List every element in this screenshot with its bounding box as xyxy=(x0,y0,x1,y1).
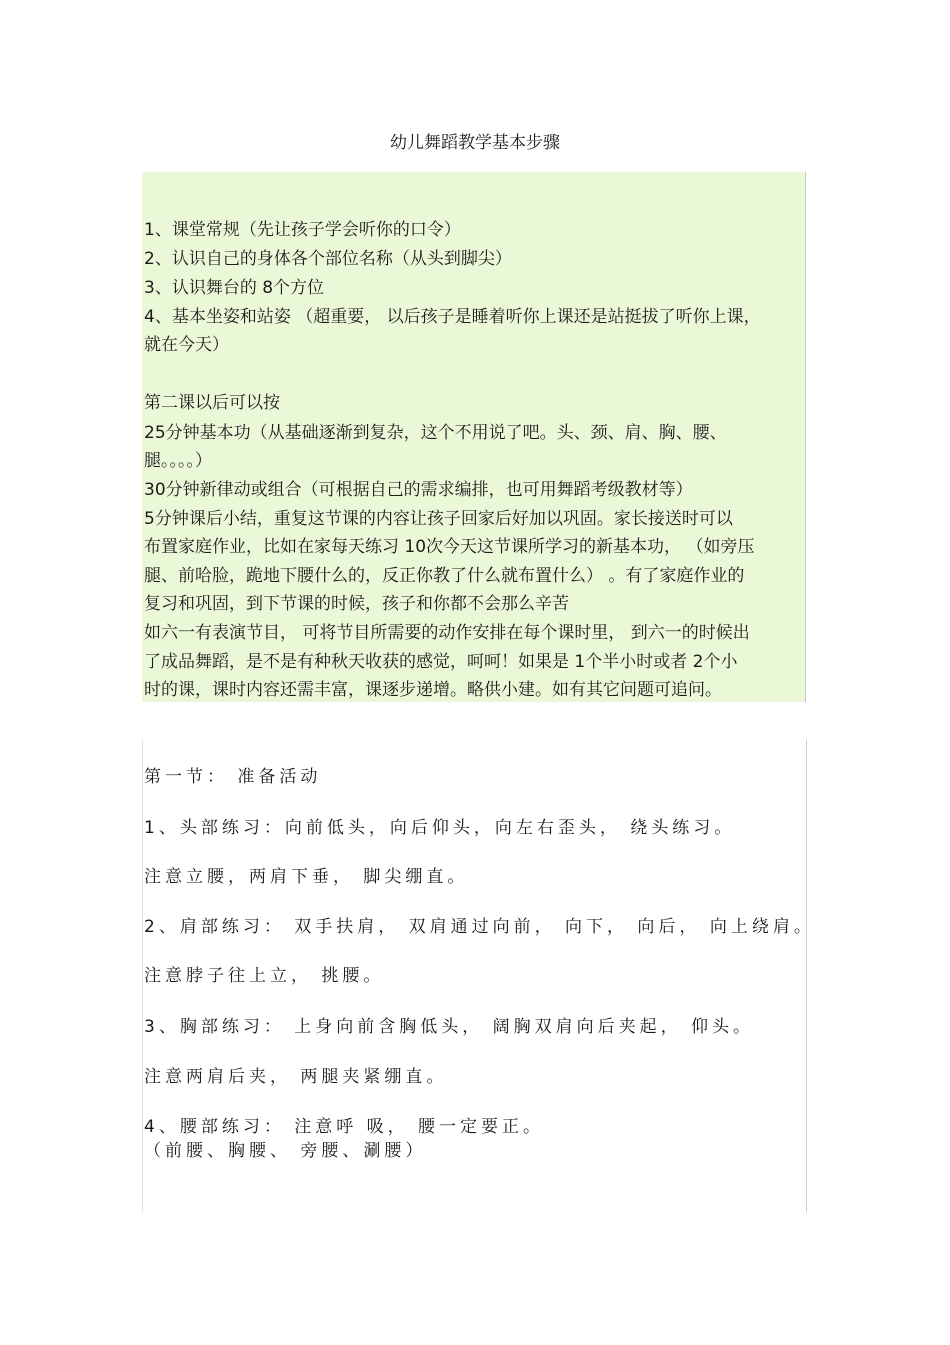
intro-line: 3、认识舞台的 8个方位 xyxy=(144,278,325,298)
exercise-line: 4、腰部练习： 注意呼 吸， 腰一定要正。 xyxy=(144,1117,545,1137)
section-heading: 第一节： 准备活动 xyxy=(144,767,322,787)
intro-line: 第二课以后可以按 xyxy=(144,393,280,413)
intro-line: 30分钟新律动或组合（可根据自己的需求编排，也可用舞蹈考级教材等） xyxy=(144,480,693,500)
intro-line: 2、认识自己的身体各个部位名称（从头到脚尖） xyxy=(144,249,512,269)
intro-line: 就在今天） xyxy=(144,335,229,355)
exercise-line: 2、肩部练习： 双手扶肩， 双肩通过向前， 向下， 向后， 向上绕肩。 xyxy=(144,917,815,937)
intro-line: 如六一有表演节目， 可将节目所需要的动作安排在每个课时里， 到六一的时候出 xyxy=(144,623,750,643)
intro-line: 25分钟基本功（从基础逐渐到复杂，这个不用说了吧。头、颈、肩、胸、腰、 xyxy=(144,423,727,443)
intro-line: 腿、前哈脸，跪地下腰什么的，反正你教了什么就布置什么） 。有了家庭作业的 xyxy=(144,566,745,586)
exercise-line: 1、头部练习：向前低头，向后仰头，向左右歪头， 绕头练习。 xyxy=(144,818,736,838)
exercise-note: 注意立腰，两肩下垂， 脚尖绷直。 xyxy=(144,867,469,887)
intro-line: 布置家庭作业，比如在家每天练习 10次今天这节课所学习的新基本功， （如旁压 xyxy=(144,537,755,557)
intro-line: 了成品舞蹈，是不是有种秋天收获的感觉，呵呵！如果是 1个半小时或者 2个小 xyxy=(144,652,738,672)
exercise-note: 注意脖子往上立， 挑腰。 xyxy=(144,966,385,986)
intro-line: 腿。。。。） xyxy=(144,451,212,471)
section-panel xyxy=(142,740,815,1212)
intro-line: 1、课堂常规（先让孩子学会听你的口令） xyxy=(144,220,461,240)
intro-panel xyxy=(142,172,806,702)
intro-line: 5分钟课后小结，重复这节课的内容让孩子回家后好加以巩固。家长接送时可以 xyxy=(144,509,733,529)
intro-line: 时的课，课时内容还需丰富，课逐步递增。略供小建。如有其它问题可追问。 xyxy=(144,680,722,700)
intro-line: 复习和巩固，到下节课的时候，孩子和你都不会那么辛苦 xyxy=(144,594,569,614)
exercise-note: 注意两肩后夹， 两腿夹紧绷直。 xyxy=(144,1067,448,1087)
exercise-note: （前腰、胸腰、 旁腰、涮腰） xyxy=(144,1141,427,1161)
exercise-line: 3、胸部练习： 上身向前含胸低头， 阔胸双肩向后夹起， 仰头。 xyxy=(144,1017,755,1037)
intro-line: 4、基本坐姿和站姿 （超重要， 以后孩子是睡着听你上课还是站挺拔了听你上课， xyxy=(144,307,761,327)
document-title: 幼儿舞蹈教学基本步骤 xyxy=(390,133,560,153)
